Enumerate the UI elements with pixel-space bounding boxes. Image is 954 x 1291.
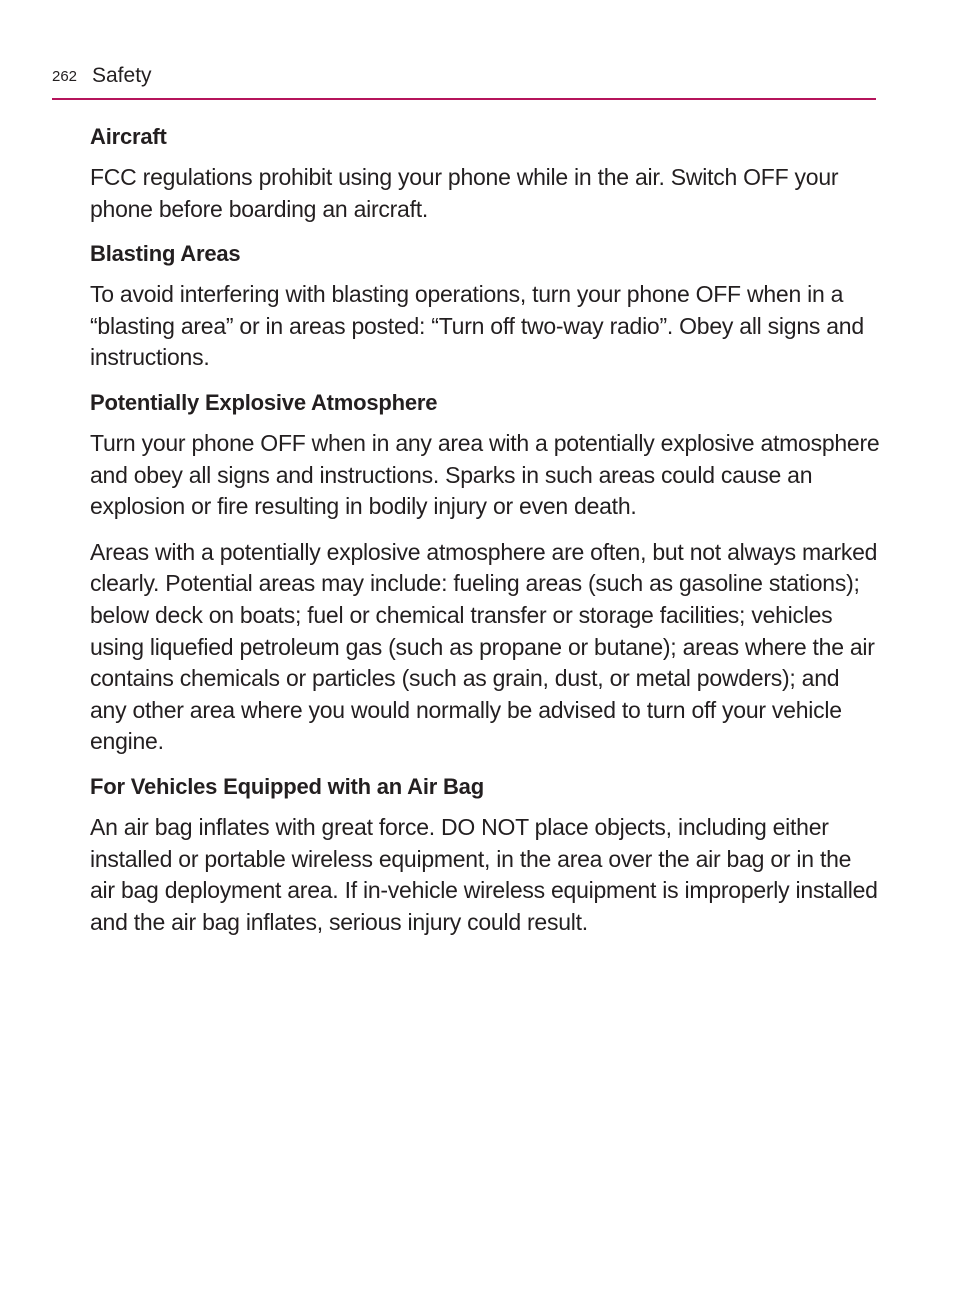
paragraph-blasting-areas: To avoid interfering with blasting operations, turn your phone OFF when in a “blasting area” or in areas posted: “Turn off two-way radio”. Obey all signs and instructions. — [90, 281, 864, 371]
page-header — [52, 62, 876, 100]
section-name: Safety — [92, 64, 152, 87]
heading-explosive-atmosphere: Potentially Explosive Atmosphere — [90, 389, 438, 415]
heading-air-bag: For Vehicles Equipped with an Air Bag — [90, 773, 484, 799]
paragraph-aircraft: FCC regulations prohibit using your phone while in the air. Switch OFF your phone before boarding an aircraft. — [90, 164, 839, 222]
page-content — [90, 122, 880, 952]
paragraph-explosive-atmosphere-1: Turn your phone OFF when in any area with a potentially explosive atmosphere and obey all signs and instructions. Sparks in such areas could cause an explosion or fire resulting in bodily injury or even death. — [90, 429, 880, 520]
heading-blasting-areas: Blasting Areas — [90, 241, 241, 267]
paragraph-air-bag: An air bag inflates with great force. DO NOT place objects, including either installed or portable wireless equipment, in the area over the air bag or in the air bag deployment area. If in-vehicle wireless equipment is improperly installed and the air bag inflates, serious injury could result. — [90, 813, 878, 935]
page-number: 262 — [52, 68, 78, 85]
heading-aircraft: Aircraft — [90, 124, 167, 149]
paragraph-explosive-atmosphere-2: Areas with a potentially explosive atmosphere are often, but not always marked clearly. Potential areas may include: fueling areas (such as gasoline stations); below deck on boats; fuel or chemical transfer or storage facilities; vehicles using liquefied petroleum gas (such as propane or butane); areas where the air contains chemicals or particles (such as grain, dust, or metal powders); and any other area where you would normally be advised to turn off your vehicle engine. — [90, 538, 878, 755]
